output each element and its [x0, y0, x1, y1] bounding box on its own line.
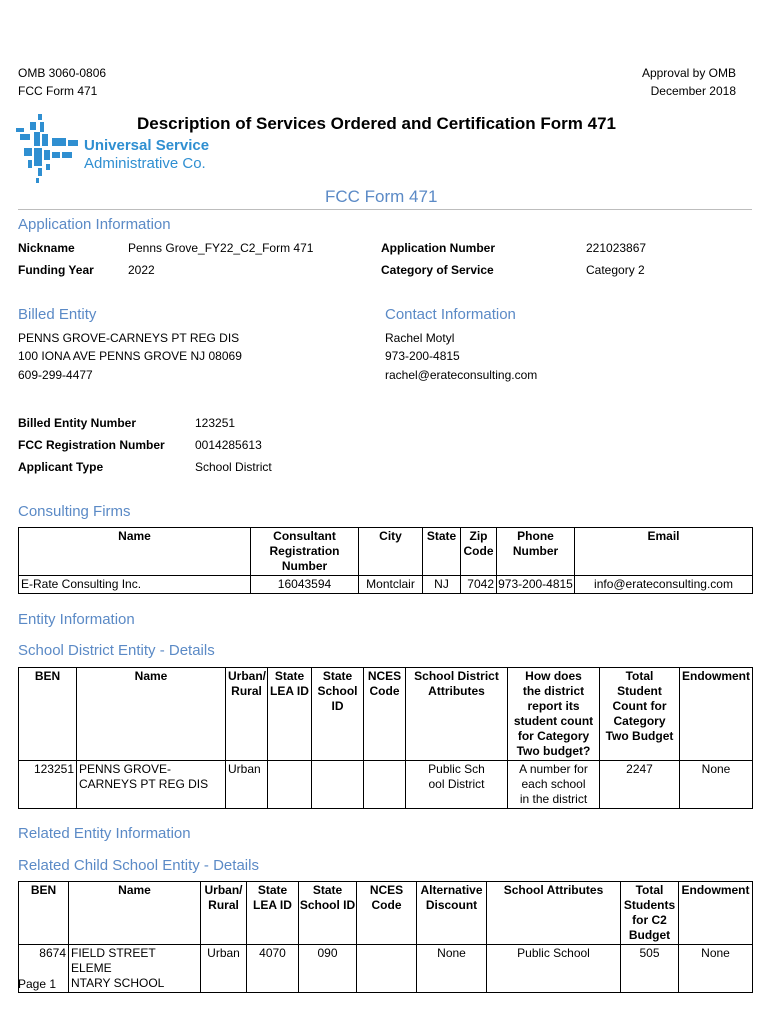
billed-entity-phone: 609-299-4477 [18, 368, 93, 382]
related-child-heading: Related Child School Entity - Details [18, 857, 259, 874]
col-endowment: Endowment [679, 882, 753, 945]
district-nces [364, 761, 406, 809]
related-entity-heading: Related Entity Information [18, 825, 191, 842]
related-child-table [18, 881, 753, 993]
consulting-firms-table [18, 527, 753, 594]
logo-text-line1: Universal Service [84, 137, 210, 154]
contact-name: Rachel Motyl [385, 331, 455, 345]
applicant-type-value: School District [195, 460, 272, 474]
ben-label: Billed Entity Number [18, 416, 137, 430]
contact-info-heading: Contact Information [385, 306, 516, 323]
col-total-students: Total Students for C2 Budget [621, 882, 679, 945]
firm-city: Montclair [359, 576, 423, 594]
usac-logo-icon [16, 112, 80, 184]
school-endowment: None [679, 945, 753, 993]
district-lea-id [268, 761, 312, 809]
col-district-attributes: School District Attributes [406, 668, 508, 761]
category-value: Category 2 [586, 263, 645, 277]
col-urban-rural: Urban/ Rural [201, 882, 247, 945]
school-state-id: 090 [299, 945, 357, 993]
col-student-count-method: How does the district report its student count for Category Two budget? [508, 668, 600, 761]
billed-entity-name: PENNS GROVE-CARNEYS PT REG DIS [18, 331, 240, 345]
district-count-method: A number for each school in the district [508, 761, 600, 809]
school-district-table [18, 667, 753, 809]
consulting-firms-heading: Consulting Firms [18, 503, 131, 520]
col-ben: BEN [19, 882, 69, 945]
school-total-students: 505 [621, 945, 679, 993]
table-header-row [19, 668, 753, 761]
col-state-school-id: State School ID [299, 882, 357, 945]
school-name: FIELD STREET ELEME NTARY SCHOOL [69, 945, 201, 993]
district-attributes: Public Sch ool District [406, 761, 508, 809]
applicant-type-label: Applicant Type [18, 460, 104, 474]
school-ben: 8674 [19, 945, 69, 993]
application-info-heading: Application Information [18, 216, 171, 233]
contact-phone: 973-200-4815 [385, 349, 460, 363]
col-name: Name [19, 528, 251, 576]
table-header-row [19, 528, 753, 576]
col-zip: Zip Code [461, 528, 497, 576]
form-number: FCC Form 471 [18, 84, 98, 98]
col-consultant-reg: Consultant Registration Number [251, 528, 359, 576]
col-name: Name [69, 882, 201, 945]
contact-email: rachel@erateconsulting.com [385, 368, 538, 382]
school-urban-rural: Urban [201, 945, 247, 993]
logo-text-line2: Administrative Co. [84, 155, 206, 172]
firm-reg-number: 16043594 [251, 576, 359, 594]
billed-entity-heading: Billed Entity [18, 306, 97, 323]
omb-number: OMB 3060-0806 [18, 66, 107, 80]
application-number-value: 221023867 [586, 241, 647, 255]
district-urban-rural: Urban [226, 761, 268, 809]
category-label: Category of Service [381, 263, 494, 277]
col-urban-rural: Urban/ Rural [226, 668, 268, 761]
page-title: Description of Services Ordered and Certification Form 471 [137, 114, 616, 133]
school-attributes: Public School [487, 945, 621, 993]
application-number-label: Application Number [381, 241, 496, 255]
district-name: PENNS GROVE- CARNEYS PT REG DIS [77, 761, 226, 809]
col-email: Email [575, 528, 753, 576]
firm-name: E-Rate Consulting Inc. [19, 576, 251, 594]
frn-label: FCC Registration Number [18, 438, 165, 452]
funding-year-label: Funding Year [18, 263, 94, 277]
col-state: State [423, 528, 461, 576]
district-school-id [312, 761, 364, 809]
school-nces [357, 945, 417, 993]
col-nces: NCES Code [364, 668, 406, 761]
col-alt-discount: Alternative Discount [417, 882, 487, 945]
frn-value: 0014285613 [195, 438, 262, 452]
district-total-students: 2247 [600, 761, 680, 809]
col-state-lea: State LEA ID [268, 668, 312, 761]
nickname-label: Nickname [18, 241, 75, 255]
page-subtitle: FCC Form 471 [325, 187, 438, 206]
school-district-heading: School District Entity - Details [18, 642, 215, 659]
col-ben: BEN [19, 668, 77, 761]
firm-email: info@erateconsulting.com [575, 576, 753, 594]
col-state-school-id: State School ID [312, 668, 364, 761]
table-row [19, 761, 753, 809]
table-header-row [19, 882, 753, 945]
district-ben: 123251 [19, 761, 77, 809]
school-alt-discount: None [417, 945, 487, 993]
divider [18, 209, 752, 210]
funding-year-value: 2022 [128, 263, 155, 277]
firm-zip: 7042 [461, 576, 497, 594]
col-name: Name [77, 668, 226, 761]
form-date: December 2018 [650, 84, 736, 98]
entity-info-heading: Entity Information [18, 611, 135, 628]
col-state-lea: State LEA ID [247, 882, 299, 945]
col-school-attributes: School Attributes [487, 882, 621, 945]
col-endowment: Endowment [680, 668, 753, 761]
school-lea-id: 4070 [247, 945, 299, 993]
col-city: City [359, 528, 423, 576]
col-phone: Phone Number [497, 528, 575, 576]
table-row [19, 576, 753, 594]
firm-phone: 973-200-4815 [497, 576, 575, 594]
billed-entity-address: 100 IONA AVE PENNS GROVE NJ 08069 [18, 349, 242, 363]
ben-value: 123251 [195, 416, 236, 430]
col-nces: NCES Code [357, 882, 417, 945]
page-number: Page 1 [18, 977, 57, 991]
nickname-value: Penns Grove_FY22_C2_Form 471 [128, 241, 314, 255]
district-endowment: None [680, 761, 753, 809]
omb-approval: Approval by OMB [641, 66, 736, 80]
firm-state: NJ [423, 576, 461, 594]
table-row [19, 945, 753, 993]
col-total-student-count: Total Student Count for Category Two Budget [600, 668, 680, 761]
